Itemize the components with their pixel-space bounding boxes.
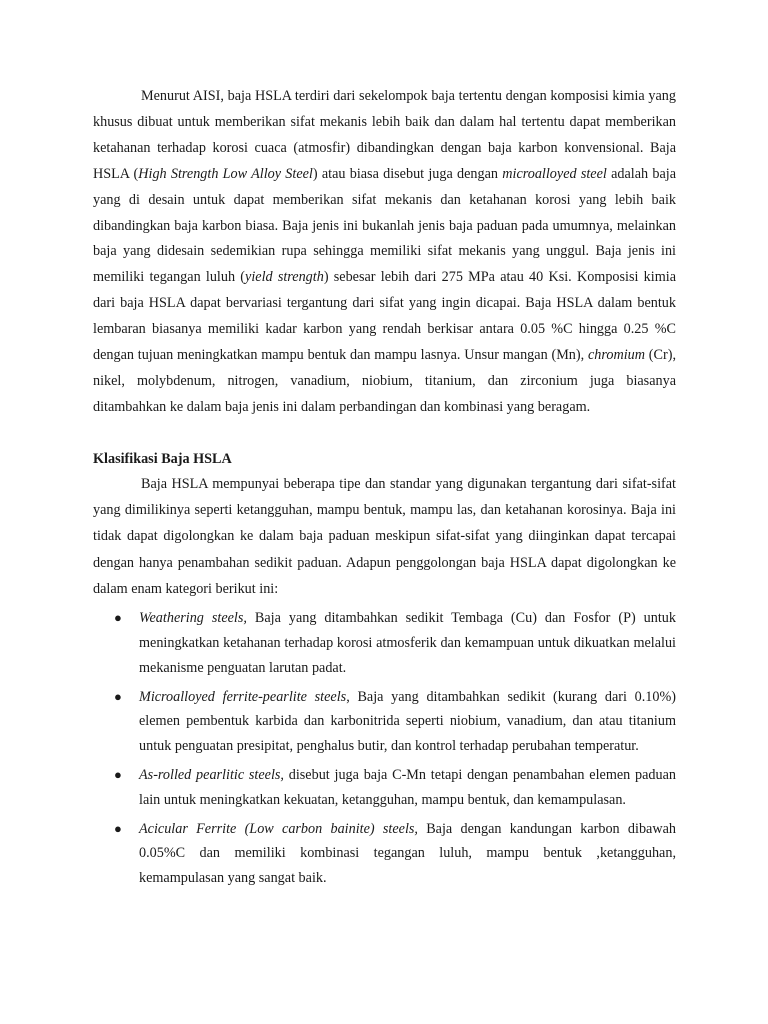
list-item-term: Acicular Ferrite (Low carbon bainite) steels, (139, 820, 418, 837)
intro-text-5: (Cr), nikel, molybdenum, nitrogen, vanadium, niobium, titanium, dan zirconium juga biasanya ditambahkan ke dalam baja jenis ini dalam perbandingan dan kombinasi yang beragam. (93, 347, 676, 415)
section-heading: Klasifikasi Baja HSLA (93, 450, 232, 467)
intro-text-4: ) sebesar lebih dari 275 MPa atau 40 Ksi. Komposisi kimia dari baja HSLA dapat bervariasi tergantung dari sifat yang ingin dicapai. Baja HSLA dalam bentuk lembaran biasanya memiliki kadar karbon yang rendah berkisar antara 0.05 %C hingga 0.25 %C dengan tujuan meningkatkan mampu bentuk dan mampu lasnya. Unsur mangan (Mn), (93, 269, 676, 364)
section-paragraph: Baja HSLA mempunyai beberapa tipe dan standar yang digunakan tergantung dari sifat-sifat yang dimilikinya seperti ketangguhan, mampu bentuk, mampu las, dan ketahanan korosinya. Baja ini tidak dapat digolongkan ke dalam baja paduan meskipun sifat-sifat yang diinginkan dapat tercapai dengan hanya penambahan sedikit paduan. Adapun penggolongan baja HSLA dapat digolongkan ke dalam enam kategori berikut ini: (93, 475, 676, 597)
list-item (93, 685, 676, 759)
bullet-icon: ● (114, 610, 122, 626)
list-item-text: , Baja yang ditambahkan sedikit (kurang dari 0.10%) elemen pembentuk karbida dan karbonitrida seperti niobium, vanadium, dan atau titanium untuk penguatan presipitat, penghalus butir, dan kontrol terhadap perubahan temperatur. (139, 688, 676, 755)
intro-italic-4: chromium (587, 347, 645, 364)
bullet-icon: ● (114, 767, 122, 783)
document-page (93, 84, 676, 895)
intro-paragraph (93, 84, 676, 421)
list-item (93, 817, 676, 891)
intro-italic-2: microalloyed steel (502, 165, 607, 182)
list-item-text: disebut juga baja C-Mn tetapi dengan penambahan elemen paduan lain untuk meningkatkan kekuatan, ketangguhan, mampu bentuk, dan kemampulasan. (139, 767, 676, 808)
list-item-term: Microalloyed ferrite-pearlite steels (139, 688, 347, 705)
classification-list (93, 606, 676, 891)
bullet-icon: ● (114, 688, 122, 704)
list-item (93, 763, 676, 813)
intro-text-2: ) atau biasa disebut juga dengan (312, 165, 503, 182)
intro-text-3: adalah baja yang di desain untuk dapat memberikan sifat mekanis dan ketahanan korosi yang lebih baik dibandingkan baja karbon biasa. Baja jenis ini bukanlah jenis baja paduan pada umumnya, melainkan baja yang didesain sedemikian rupa sehingga memiliki sifat mekanis yang unggul. Baja jenis ini memiliki tegangan luluh ( (93, 165, 676, 286)
intro-italic-3: yield strength (245, 269, 324, 286)
intro-text-1: Menurut AISI, baja HSLA terdiri dari sekelompok baja tertentu dengan komposisi kimia yang khusus dibuat untuk memberikan sifat mekanis lebih baik dan dalam hal tertentu dapat memberikan ketahanan terhadap korosi cuaca (atmosfir) dibandingkan dengan baja karbon konvensional. Baja HSLA ( (93, 88, 676, 182)
list-item-term: Weathering steels, (139, 610, 247, 627)
list-item-text: Baja dengan kandungan karbon dibawah 0.05%C dan memiliki kombinasi tegangan luluh, mampu bentuk ,ketangguhan, kemampulasan yang sangat baik. (139, 820, 676, 887)
bullet-icon: ● (114, 820, 122, 836)
intro-italic-1: High Strength Low Alloy Steel (138, 165, 313, 182)
list-item-term: As-rolled pearlitic steels, (139, 767, 284, 784)
list-item (93, 606, 676, 680)
list-item-text: Baja yang ditambahkan sedikit Tembaga (Cu) dan Fosfor (P) untuk meningkatkan ketahanan terhadap korosi atmosferik dan kemampuan untuk dikuatkan melalui mekanisme penguatan larutan padat. (139, 610, 676, 676)
